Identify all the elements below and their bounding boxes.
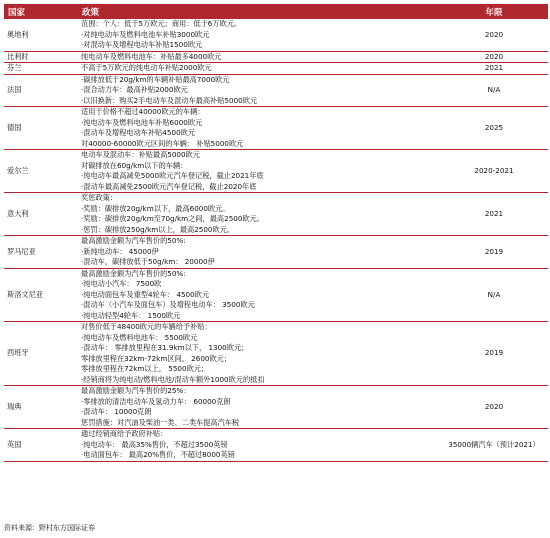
policy-line: 最高激励金额为汽车售价的50%: xyxy=(81,236,186,245)
table-row xyxy=(4,19,548,51)
policy-cell xyxy=(78,74,440,107)
policy-line: ·经销商将为纯电动/燃料电池/混动车额外1000欧元的抵扣 xyxy=(81,374,265,384)
policy-line: 对售价低于48400欧元的车辆给予补贴： xyxy=(81,322,212,331)
policy-line: ·混动车及增程电动车补贴4500欧元 xyxy=(81,128,196,137)
year-cell: 2020 xyxy=(440,51,548,63)
table-row xyxy=(4,51,548,63)
year-cell: 2019 xyxy=(440,236,548,269)
policy-cell xyxy=(78,51,440,63)
source-note: 资料来源：野村东方国际证券 xyxy=(4,524,95,532)
policy-cell xyxy=(78,107,440,150)
policy-line: ·混动车： 10000克朗 xyxy=(81,407,152,416)
policy-line: 对碳排放在60g/km以下的车辆： xyxy=(81,160,188,170)
table-row xyxy=(4,386,548,429)
country-cell: 斯洛文尼亚 xyxy=(4,268,78,322)
country-cell: 比利时 xyxy=(4,51,78,63)
table-row xyxy=(4,74,548,107)
policy-line: ·新纯电动车： 45000伊 xyxy=(81,246,159,256)
country-cell: 英国 xyxy=(4,429,78,462)
country-cell: 西班牙 xyxy=(4,322,78,386)
country-cell: 意大利 xyxy=(4,193,78,236)
policy-line: ·以旧换新：购买2手电动车及混动车最高补贴5000欧元 xyxy=(81,95,258,105)
country-cell: 德国 xyxy=(4,107,78,150)
policy-line: ·混动车，碳排放低于50g/km： 20000伊 xyxy=(81,257,215,266)
country-cell: 芬兰 xyxy=(4,63,78,75)
policy-line: ·电动面包车： 最高20%售价，不超过8000英镑 xyxy=(81,450,235,459)
table-row xyxy=(4,236,548,269)
policy-cell xyxy=(78,429,440,462)
table-row xyxy=(4,150,548,193)
policy-line: ·纯电动面包车及重型4轮车： 4500欧元 xyxy=(81,289,210,299)
policy-line: 最高激励金额为汽车售价的25%： xyxy=(81,386,191,395)
table-body xyxy=(4,19,548,461)
policy-line: 范围：个人：低于5万欧元；商用：低于6万欧元。 xyxy=(81,19,242,28)
policy-line: 奖惩政策： xyxy=(81,193,117,202)
header-policy: 政策 xyxy=(78,4,440,19)
policy-line: ·奖励：碳排放20g/km至70g/km之间，最高2500欧元。 xyxy=(81,214,264,223)
policy-line: ·纯电动轻型4轮车： 1500欧元 xyxy=(81,310,181,320)
year-cell: 35000辆汽车（预计2021） xyxy=(440,429,548,462)
policy-line: ·碳排放低于20g/km的车辆补贴最高7000欧元 xyxy=(81,74,230,84)
country-cell: 奥地利 xyxy=(4,19,78,51)
year-cell: 2021 xyxy=(440,63,548,75)
year-cell: 2019 xyxy=(440,322,548,386)
year-cell: 2020-2021 xyxy=(440,150,548,193)
policy-line: ·纯电动车： 最高35%售价，不超过3500英镑 xyxy=(81,439,228,449)
table-row xyxy=(4,193,548,236)
table-row xyxy=(4,429,548,462)
policy-line: 零排放里程在32km-72km区间， 2600欧元； xyxy=(81,353,232,363)
policy-line: 最高激励金额为汽车售价的50%: xyxy=(81,268,186,278)
policy-line: ·对混动车及增程电动车补贴1500欧元 xyxy=(81,40,203,49)
policy-cell xyxy=(78,193,440,236)
policy-line: 通过经销商给予政府补贴： xyxy=(81,429,168,438)
policy-line: ·混动车： 零排放里程在31.9km以下， 1300欧元； xyxy=(81,343,249,352)
policy-line: ·纯电动小汽车： 7500欧 xyxy=(81,279,162,288)
table-row xyxy=(4,63,548,75)
policy-cell xyxy=(78,386,440,429)
table-row xyxy=(4,268,548,322)
header-year: 年限 xyxy=(440,4,548,19)
policy-line: 适用于价格不超过40000欧元的车辆： xyxy=(81,107,205,116)
policy-line: ·纯电动车及燃料电池车补贴6000欧元 xyxy=(81,117,203,127)
country-cell: 瑞典 xyxy=(4,386,78,429)
header-country: 国家 xyxy=(4,4,78,19)
year-cell: N/A xyxy=(440,268,548,322)
policy-cell xyxy=(78,236,440,269)
policy-line: ·零排放的清洁电动车及氢动力车： 60000克朗 xyxy=(81,396,231,406)
policy-line: ·纯电动车及燃料电池车： 5500欧元 xyxy=(81,332,198,342)
year-cell: 2020 xyxy=(440,19,548,51)
table-row xyxy=(4,322,548,386)
policy-line: 电动车及混动车：补贴最高5000欧元 xyxy=(81,150,200,159)
year-cell: 2021 xyxy=(440,193,548,236)
policy-line: 零排放里程在72km以上， 5500欧元； xyxy=(81,364,209,373)
policy-line: ·惩罚：碳排放250g/km以上，最高2500欧元。 xyxy=(81,224,235,234)
year-cell: N/A xyxy=(440,74,548,107)
policy-line: ·混合动力车：最高补贴2000欧元 xyxy=(81,85,188,94)
ev-subsidy-table xyxy=(4,4,548,462)
policy-cell xyxy=(78,63,440,75)
policy-line: 纯电动车及燃料电池车：补贴最多4000欧元 xyxy=(81,51,222,61)
policy-line: 惩罚措施：对汽油及柴油一类、二类车提高汽车税 xyxy=(81,417,240,427)
policy-line: 不高于5万欧元的纯电动车补贴2000欧元 xyxy=(81,63,212,72)
policy-line: ·奖励：碳排放20g/km以下，最高6000欧元。 xyxy=(81,203,230,213)
policy-line: ·对纯电动车及燃料电池车补贴3000欧元 xyxy=(81,29,210,39)
country-cell: 法国 xyxy=(4,74,78,107)
policy-line: ·混动车（小汽车及面包车）及增程电动车： 3500欧元 xyxy=(81,300,255,309)
country-cell: 爱尔兰 xyxy=(4,150,78,193)
policy-cell xyxy=(78,268,440,322)
policy-cell xyxy=(78,322,440,386)
policy-line: 对40000-60000欧元区间的车辆： 补贴5000欧元 xyxy=(81,138,244,148)
year-cell: 2025 xyxy=(440,107,548,150)
policy-line: ·纯电动车最高减免5000欧元汽车登记税，截止2021年底 xyxy=(81,171,264,180)
table-row xyxy=(4,107,548,150)
policy-line: ·混动车最高减免2500欧元汽车登记税，截止2020年底 xyxy=(81,181,257,191)
year-cell: 2020 xyxy=(440,386,548,429)
policy-cell xyxy=(78,150,440,193)
policy-cell xyxy=(78,19,440,51)
table-header-row xyxy=(4,4,548,19)
country-cell: 罗马尼亚 xyxy=(4,236,78,269)
